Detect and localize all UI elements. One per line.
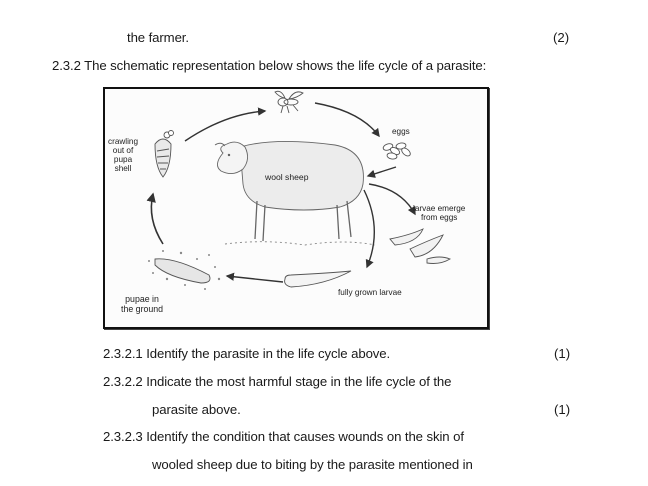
arrow-to-crawling [151, 194, 163, 244]
label-larvae-emerge: larvae emerge from eggs [413, 204, 466, 222]
label-eggs: eggs [392, 127, 410, 136]
previous-question-tail: the farmer. [127, 30, 189, 45]
arrow-to-eggs [315, 103, 379, 136]
arrow-eggs-to-sheep [368, 167, 396, 176]
subquestion-2-3-2-1: 2.3.2.1 Identify the parasite in the life cycle above. [103, 346, 391, 361]
marks-2: (2) [553, 30, 570, 45]
arrow-to-pupae [227, 276, 283, 282]
eggs-icon [382, 142, 411, 160]
subquestion-2-3-2-3: 2.3.2.3 Identify the condition that causes wounds on the skin of [103, 429, 464, 444]
larvae-emerging-icon [390, 229, 450, 264]
marks-2-3-2-1: (1) [554, 346, 571, 361]
adult-fly-icon [275, 91, 303, 113]
subquestion-2-3-2-2-cont: parasite above. [152, 402, 241, 417]
label-pupae-in-ground: pupae in the ground [121, 294, 164, 314]
wool-sheep-icon [215, 141, 375, 245]
arrow-to-adult-fly [185, 111, 265, 141]
pupa-in-ground-icon [148, 250, 220, 290]
arrow-to-fully-grown [364, 190, 374, 267]
label-wool-sheep: wool sheep [265, 172, 309, 182]
question-2-3-2: 2.3.2 The schematic representation below shows the life cycle of a parasite: [52, 58, 487, 73]
marks-2-3-2-2: (1) [554, 402, 571, 417]
parasite-life-cycle-diagram [103, 87, 489, 329]
arrow-to-larvae-emerge [369, 184, 415, 214]
label-fully-grown-larvae: fully grown larvae [338, 288, 402, 297]
subquestion-2-3-2-3-cont: wooled sheep due to biting by the parasite mentioned in [152, 457, 473, 472]
subquestion-2-3-2-2: 2.3.2.2 Indicate the most harmful stage in the life cycle of the [103, 374, 452, 389]
fully-grown-larva-icon [285, 271, 351, 287]
pupa-shell-icon [155, 131, 174, 178]
label-crawling-out: crawling out of pupa shell [108, 137, 139, 173]
